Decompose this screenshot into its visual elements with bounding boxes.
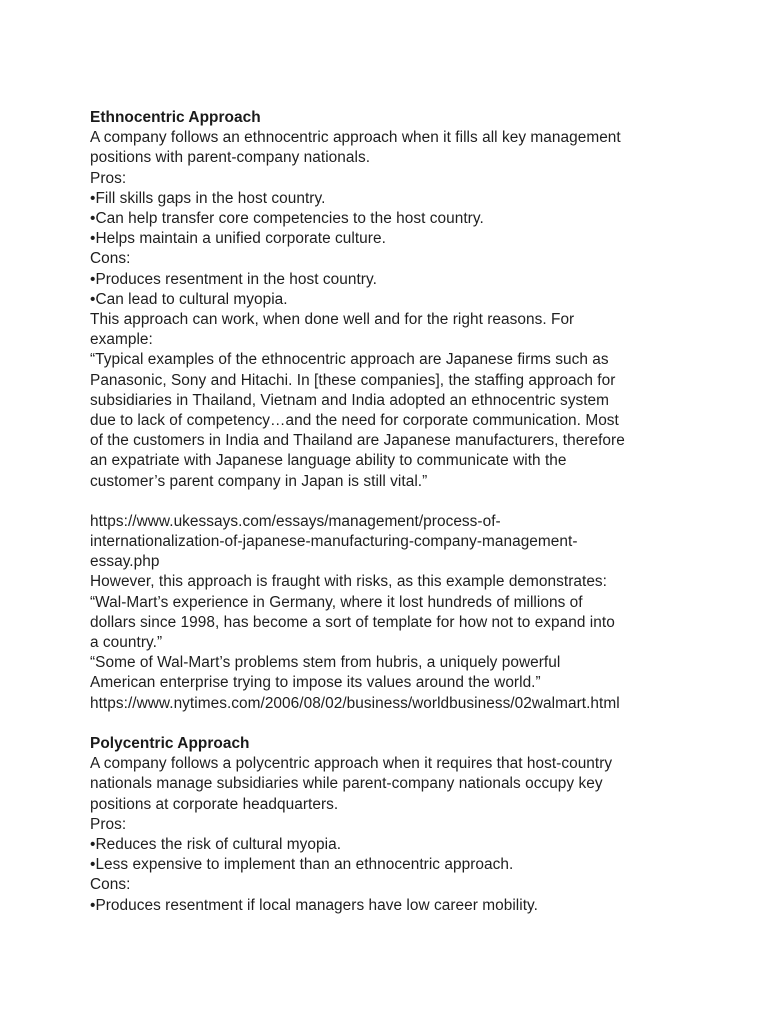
text-line: nationals manage subsidiaries while parent-company nationals occupy key [90,775,603,793]
quote-line: a country.” [90,634,163,652]
text-line: This approach can work, when done well and for the right reasons. For [90,311,575,329]
polycentric-heading: Polycentric Approach [90,734,250,752]
quote-line: “Wal-Mart’s experience in Germany, where it lost hundreds of millions of [90,593,583,611]
quote-line: Panasonic, Sony and Hitachi. In [these companies], the staffing approach for [90,371,616,389]
paragraph-gap [90,492,690,512]
document-page [90,108,690,916]
text-line: However, this approach is fraught with risks, as this example demonstrates: [90,573,607,591]
pros-bullet: •Helps maintain a unified corporate culture. [90,230,386,248]
quote-line: due to lack of competency…and the need for corporate communication. Most [90,412,619,430]
pros-bullet: •Can help transfer core competencies to the host country. [90,210,484,228]
pros-bullet: •Less expensive to implement than an ethnocentric approach. [90,856,514,874]
ethnocentric-body [90,128,690,492]
paragraph-gap [90,714,690,734]
pros-bullet: •Fill skills gaps in the host country. [90,189,326,207]
text-line: example: [90,331,153,349]
quote-line: American enterprise trying to impose its values around the world.” [90,674,541,692]
ethnocentric-heading: Ethnocentric Approach [90,109,261,126]
source-url-line: https://www.ukessays.com/essays/management/process-of- [90,512,501,530]
quote-line: subsidiaries in Thailand, Vietnam and India adopted an ethnocentric system [90,391,610,409]
quote-line: customer’s parent company in Japan is still vital.” [90,472,428,490]
text-line: positions at corporate headquarters. [90,795,339,813]
quote-line: an expatriate with Japanese language ability to communicate with the [90,452,567,470]
text-line: A company follows an ethnocentric approach when it fills all key management [90,129,621,147]
quote-line: of the customers in India and Thailand are Japanese manufacturers, therefore [90,432,625,450]
quote-line: “Typical examples of the ethnocentric approach are Japanese firms such as [90,351,609,369]
text-line: A company follows a polycentric approach when it requires that host-country [90,755,613,773]
pros-label: Pros: [90,815,127,833]
quote-line: dollars since 1998, has become a sort of template for how not to expand into [90,613,615,631]
source-url-line: internationalization-of-japanese-manufacturing-company-management- [90,533,578,551]
source-url-line: essay.php [90,553,160,571]
pros-label: Pros: [90,169,127,187]
ethnocentric-sources [90,512,690,714]
quote-line: “Some of Wal-Mart’s problems stem from hubris, a uniquely powerful [90,654,561,672]
cons-bullet: •Produces resentment if local managers have low career mobility. [90,896,538,914]
pros-bullet: •Reduces the risk of cultural myopia. [90,835,342,853]
cons-label: Cons: [90,876,131,894]
text-line: positions with parent-company nationals. [90,149,371,167]
cons-label: Cons: [90,250,131,268]
cons-bullet: •Can lead to cultural myopia. [90,290,288,308]
cons-bullet: •Produces resentment in the host country. [90,270,377,288]
source-url-line: https://www.nytimes.com/2006/08/02/business/worldbusiness/02walmart.html [90,694,620,712]
polycentric-body [90,754,690,916]
